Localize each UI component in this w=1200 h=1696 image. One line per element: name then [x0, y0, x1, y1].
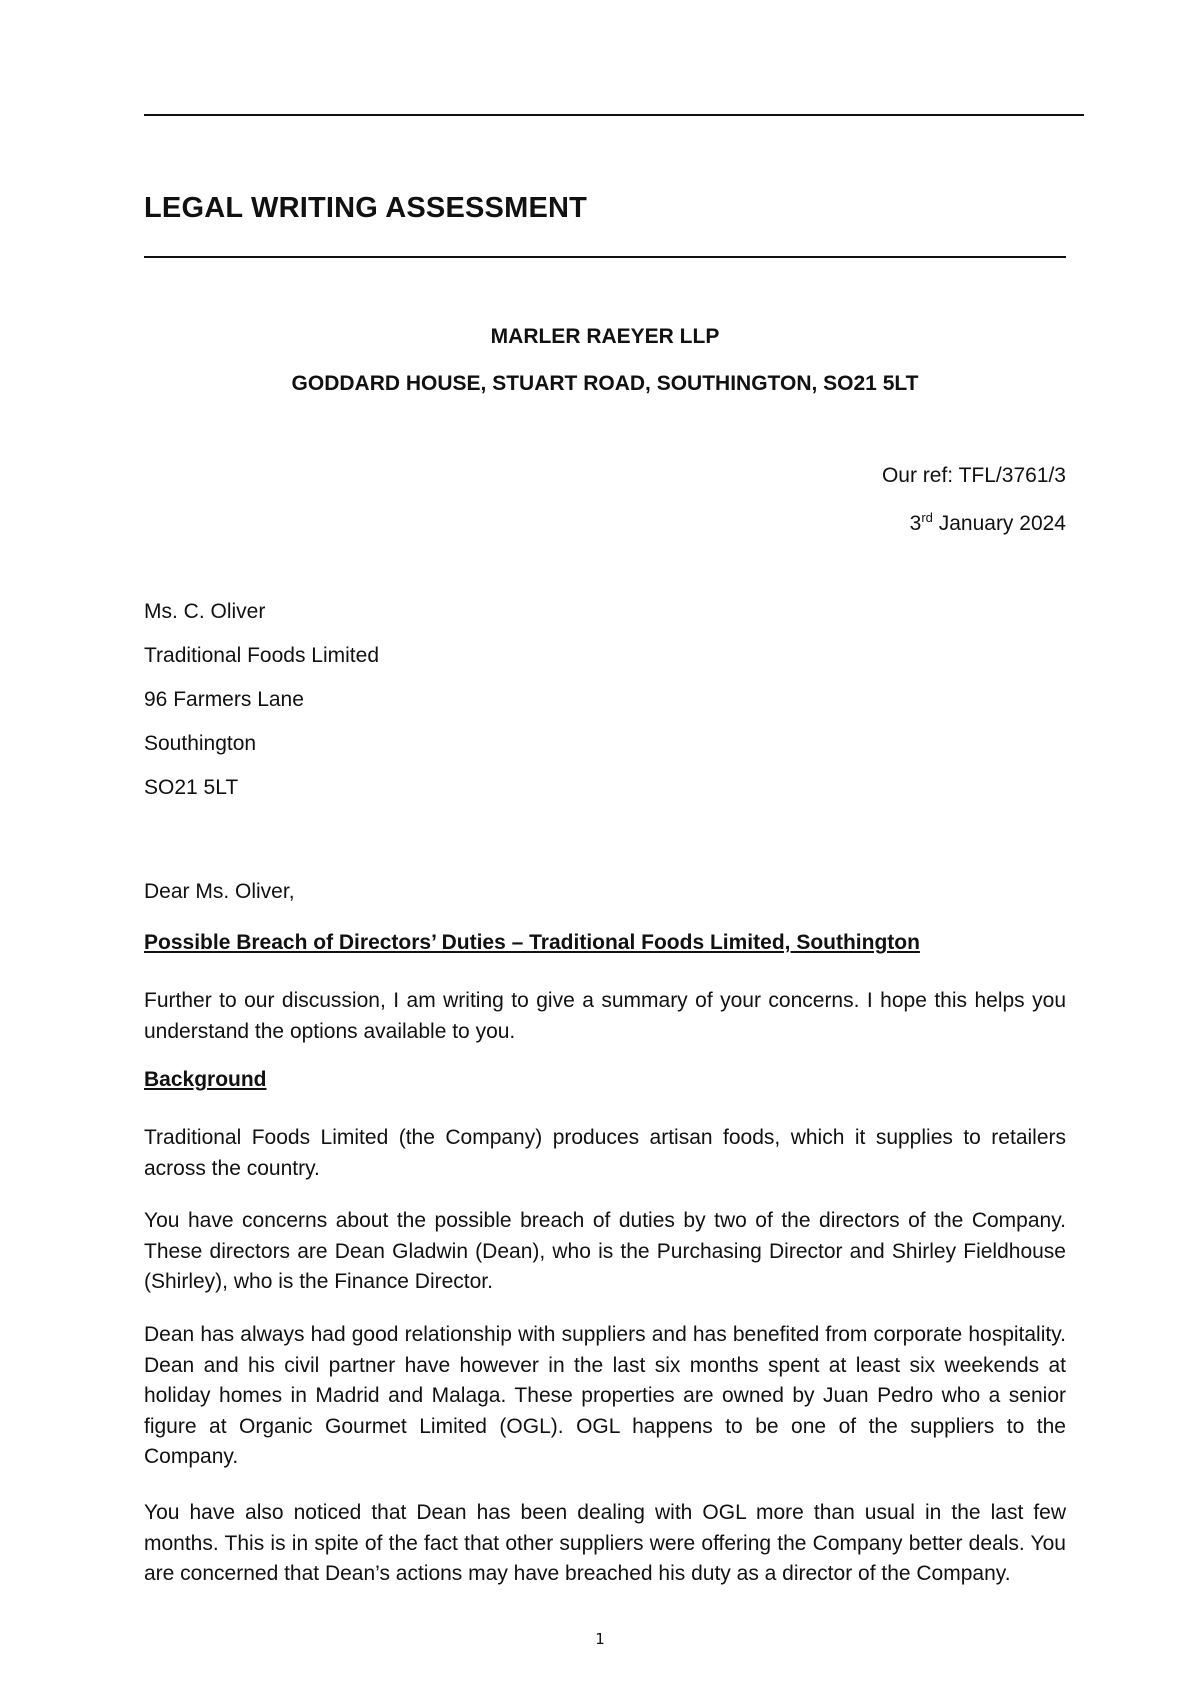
addressee-postcode: SO21 5LT	[144, 776, 239, 799]
addressee-town: Southington	[144, 732, 257, 755]
page-number: 1	[595, 1630, 605, 1648]
background-paragraph: Dean has always had good relationship with suppliers and has benefited from corporate hospitality. Dean and his civil partner have however in the last six months spent at least six weekends at holiday homes in Madrid and Malaga. These properties are owned by Juan Pedro who a senior figure at Organic Gourmet Limited (OGL). OGL happens to be one of the suppliers to the Company.	[144, 1323, 1066, 1468]
background-paragraph: Traditional Foods Limited (the Company) produces artisan foods, which it supplies to retailers across the country.	[144, 1126, 1066, 1180]
background-paragraph: You have concerns about the possible breach of duties by two of the directors of the Company. These directors are Dean Gladwin (Dean), who is the Purchasing Director and Shirley Fieldhouse (Shirley), who is the Finance Director.	[144, 1209, 1066, 1293]
firm-address: GODDARD HOUSE, STUART ROAD, SOUTHINGTON, SO21 5LT	[291, 372, 919, 395]
firm-name: MARLER RAEYER LLP	[490, 325, 720, 348]
date-day: 3	[909, 512, 922, 535]
addressee-block	[144, 600, 379, 820]
our-reference: Our ref: TFL/3761/3	[881, 464, 1066, 487]
document-title: LEGAL WRITING ASSESSMENT	[144, 192, 588, 224]
date-suffix: rd	[921, 510, 933, 525]
addressee-company: Traditional Foods Limited	[144, 644, 379, 667]
background-paragraph: You have also noticed that Dean has been dealing with OGL more than usual in the last few months. This is in spite of the fact that other suppliers were offering the Company better deals. You are concerned that Dean’s actions may have breached his duty as a director of the Company.	[144, 1501, 1066, 1585]
letter-date	[144, 510, 1066, 536]
addressee-street: 96 Farmers Lane	[144, 688, 304, 711]
intro-paragraph: Further to our discussion, I am writing to give a summary of your concerns. I hope this helps you understand the options available to you.	[144, 989, 1066, 1043]
addressee-name: Ms. C. Oliver	[144, 600, 266, 623]
subject-line: Possible Breach of Directors’ Duties – Traditional Foods Limited, Southington	[144, 931, 920, 954]
salutation: Dear Ms. Oliver,	[144, 880, 295, 903]
title-divider	[144, 256, 1066, 258]
background-heading: Background	[144, 1068, 267, 1091]
date-month-year: January 2024	[932, 512, 1066, 535]
top-divider	[144, 114, 1084, 116]
